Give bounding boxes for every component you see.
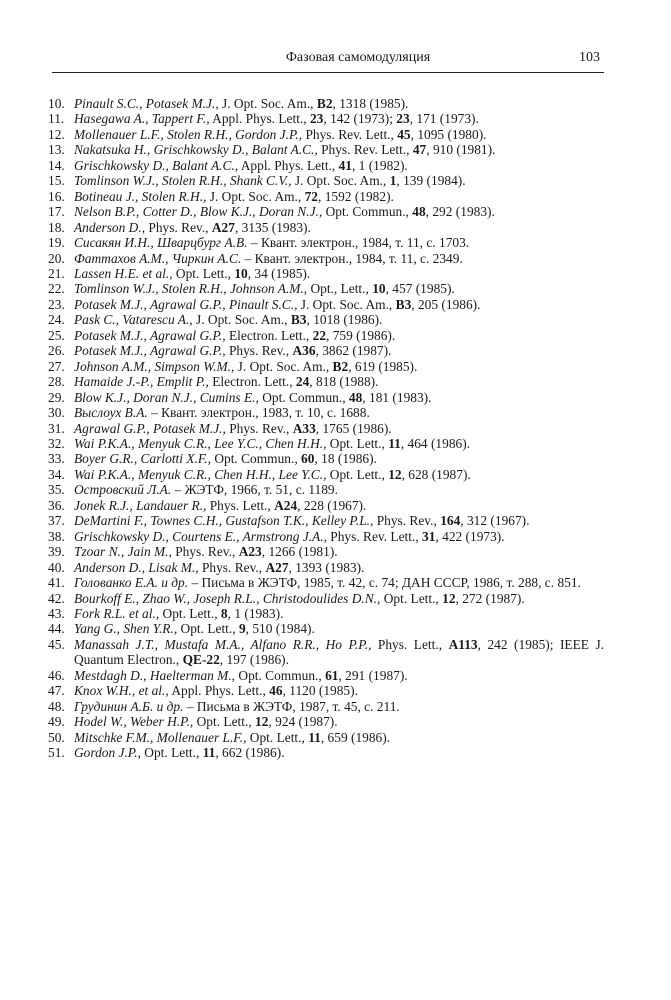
reference-number: 50. [48,729,65,745]
reference-details: , 628 (1987). [401,466,471,482]
reference-item [48,251,604,266]
reference-source: – Письма в ЖЭТФ, 1987, т. 45, с. 211. [183,698,400,714]
reference-volume: A33 [292,420,316,436]
reference-number: 17. [48,204,65,220]
reference-number: 36. [48,497,65,513]
reference-item [48,297,604,312]
reference-source: Appl. Phys. Lett., [168,683,270,699]
reference-source: J. Opt. Soc. Am., [291,173,390,189]
reference-authors: Anderson D., Lisak M., [74,559,199,575]
reference-item [48,173,604,188]
reference-volume: 23 [396,111,410,127]
reference-source: – ЖЭТФ, 1966, т. 51, с. 1189. [171,482,338,498]
reference-source: Phys. Rev., [225,343,293,359]
reference-number: 12. [48,126,65,142]
reference-source: J. Opt. Soc. Am., [218,96,317,111]
reference-item [48,591,604,606]
reference-item [48,235,604,250]
reference-details: , 1 (1982). [351,157,408,173]
reference-source: Opt. Lett., [246,729,309,745]
reference-number: 14. [48,157,65,173]
reference-details: , 3862 (1987). [315,343,392,359]
reference-volume: 45 [397,126,411,142]
reference-volume: 24 [295,374,310,390]
reference-details: , 312 (1967). [460,513,530,529]
reference-item [48,730,604,745]
reference-source: Opt. Commun., [235,667,326,683]
reference-details: , 759 (1986). [326,327,396,343]
reference-item [48,312,604,327]
reference-number: 13. [48,142,65,158]
reference-item [48,343,604,358]
reference-item [48,467,604,482]
reference-authors: Yang G., Shen Y.R., [74,621,178,637]
reference-number: 10. [48,96,65,111]
reference-number: 42. [48,590,65,606]
reference-details: , 510 (1984). [245,621,315,637]
reference-volume: 164 [440,513,461,529]
reference-details: , 205 (1986). [411,296,481,312]
reference-source: Phys. Rev., [145,219,212,235]
reference-volume: B2 [332,358,349,374]
reference-details: , 139 (1984). [396,173,466,189]
reference-details: , 659 (1986). [320,729,391,745]
reference-details: , 910 (1981). [426,142,496,158]
reference-number: 26. [48,343,65,359]
reference-volume: B2 [316,96,333,111]
reference-number: 44. [48,621,65,637]
reference-details: , 1120 (1985). [282,683,358,699]
reference-item [48,328,604,343]
reference-volume: A36 [292,343,316,359]
reference-volume: 1 [389,173,397,189]
reference-volume: A24 [274,497,298,513]
reference-volume: 31 [422,528,436,544]
reference-details: , 422 (1973). [435,528,505,544]
reference-source: Phys. Rev., [198,559,266,575]
reference-authors: Mollenauer L.F., Stolen R.H., Gordon J.P., [74,126,303,142]
reference-details: , 662 (1986). [215,745,285,761]
reference-details: , 292 (1983). [425,204,495,220]
reference-details: , 181 (1983). [362,389,432,405]
reference-item [48,544,604,559]
reference-details: , 464 (1986). [400,435,471,451]
reference-authors: Johnson A.M., Simpson W.M., [74,358,235,374]
reference-authors: Wai P.K.A., Menyuk C.R., Chen H.H., Lee Y.C., [74,466,327,482]
reference-volume: 12 [255,714,269,730]
reference-authors: Potasek M.J., Agrawal G.P., [74,343,226,359]
reference-item [48,96,604,111]
reference-source: Phys. Rev., [373,513,441,529]
reference-authors: Agrawal G.P., Potasek M.J., [74,420,226,436]
reference-authors: Pinault S.C., Potasek M.J., [74,96,219,111]
reference-item [48,127,604,142]
reference-number: 46. [48,667,65,683]
reference-number: 11. [48,111,65,127]
reference-authors: Manassah J.T., Mustafa M.A., Alfano R.R., Ho P.P., [74,636,372,652]
reference-volume: A113 [448,636,478,652]
reference-item [48,606,604,621]
reference-authors: Bourkoff E., Zhao W., Joseph R.L., Christodoulides D.N., [74,590,381,606]
reference-source: Opt. Lett., [172,265,235,281]
reference-source: Opt. Lett., [140,745,203,761]
reference-item [48,482,604,497]
reference-number: 41. [48,575,65,591]
reference-source: Opt. Lett., [159,605,221,621]
reference-number: 33. [48,451,65,467]
reference-source: Opt. Commun., [322,204,413,220]
reference-item [48,390,604,405]
reference-details: , 171 (1973). [409,111,479,127]
reference-authors: Выслоух В.А. [74,405,148,421]
reference-authors: Jonek R.J., Landauer R., [74,497,207,513]
reference-authors: Nelson B.P., Cotter D., Blow K.J., Doran N.J., [74,204,323,220]
reference-volume: 47 [412,142,427,158]
reference-details: , 1266 (1981). [261,544,338,560]
reference-authors: Boyer G.R., Carlotti X.F., [74,451,211,467]
reference-authors: Potasek M.J., Agrawal G.P., Pinault S.C., [74,296,298,312]
reference-source: Opt. Commun., [211,451,302,467]
reference-volume: A27 [265,559,289,575]
reference-item [48,575,604,590]
reference-list [48,96,604,760]
reference-volume: 72 [304,188,318,204]
reference-number: 20. [48,250,65,266]
reference-authors: Tzoar N., Jain M., [74,544,172,560]
reference-source: Opt. Lett., [193,714,256,730]
reference-volume: 22 [312,327,327,343]
reference-item [48,204,604,219]
reference-details: , 619 (1985). [348,358,418,374]
reference-number: 32. [48,435,65,451]
reference-source: Opt. Lett., [326,435,389,451]
reference-item [48,436,604,451]
reference-volume: 41 [338,157,352,173]
reference-number: 29. [48,389,65,405]
reference-source: – Квант. электрон., 1983, т. 10, с. 1688. [147,405,370,421]
reference-source: Opt. Lett., [380,590,443,606]
reference-volume: 11 [202,745,216,761]
reference-source: Phys. Lett., [206,497,275,513]
reference-item [48,699,604,714]
reference-source: Opt. Commun., [258,389,349,405]
reference-authors: Knox W.H., et al., [74,683,169,699]
reference-source: – Квант. электрон., 1984, т. 11, с. 1703. [247,235,470,251]
reference-number: 49. [48,714,65,730]
reference-details: , 34 (1985). [247,265,311,281]
reference-volume: 11 [388,435,401,451]
reference-source: Phys. Rev. Lett., [326,528,423,544]
reference-item [48,421,604,436]
reference-number: 45. [48,636,65,652]
reference-authors: DeMartini F., Townes C.H., Gustafson T.K., Kelley P.L., [74,513,374,529]
reference-number: 34. [48,466,65,482]
reference-volume: 46 [269,683,283,699]
running-header [52,50,604,70]
reference-source: Phys. Lett., [371,636,449,652]
reference-volume: QE-22 [182,652,220,668]
reference-details: , 1095 (1980). [410,126,487,142]
reference-source: Electron. Lett., [208,374,296,390]
reference-source: J. Opt. Soc. Am., [206,188,305,204]
reference-number: 19. [48,235,65,251]
reference-number: 51. [48,745,65,761]
page-number: 103 [579,50,600,65]
reference-details: , 291 (1987). [338,667,408,683]
reference-authors: Голованко Е.А. и др. [74,575,189,591]
reference-source: J. Opt. Soc. Am., [297,296,396,312]
reference-volume: A23 [238,544,262,560]
reference-volume: A27 [211,219,235,235]
reference-details: , 457 (1985). [385,281,455,297]
reference-source: Opt. Lett., [326,466,389,482]
reference-number: 48. [48,698,65,714]
reference-volume: 10 [372,281,386,297]
reference-volume: 48 [412,204,426,220]
reference-item [48,266,604,281]
reference-item [48,513,604,528]
reference-authors: Hasegawa A., Tappert F., [74,111,210,127]
reference-volume: 9 [238,621,246,637]
reference-item [48,498,604,513]
reference-volume: 48 [348,389,363,405]
reference-item [48,111,604,126]
reference-number: 39. [48,544,65,560]
reference-volume: 11 [308,729,321,745]
reference-item [48,560,604,575]
reference-item [48,220,604,235]
reference-details: , 3135 (1983). [234,219,311,235]
reference-authors: Anderson D., [74,219,146,235]
reference-item [48,637,604,668]
reference-volume: 10 [234,265,248,281]
reference-authors: Blow K.J., Doran N.J., Cumins E., [74,389,259,405]
reference-item [48,142,604,157]
reference-source: Opt., Lett., [307,281,373,297]
reference-source: Phys. Rev. Lett., [317,142,413,158]
reference-authors: Tomlinson W.J., Stolen R.H., Shank C.V., [74,173,292,189]
reference-authors: Gordon J.P., [74,745,141,761]
reference-authors: Mestdagh D., Haelterman M., [74,667,236,683]
reference-source: Appl. Phys. Lett., [209,111,310,127]
reference-details: , 1018 (1986). [306,312,383,328]
reference-authors: Grischkowsky D., Balant A.C., [74,157,239,173]
reference-details: , 1 (1983). [227,605,284,621]
reference-item [48,745,604,760]
reference-details: , 818 (1988). [309,374,379,390]
reference-authors: Hodel W., Weber H.P., [74,714,194,730]
reference-item [48,683,604,698]
reference-item [48,451,604,466]
reference-source: Appl. Phys. Lett., [238,157,339,173]
reference-volume: B3 [395,296,412,312]
reference-authors: Wai P.K.A., Menyuk C.R., Lee Y.C., Chen H.H., [74,435,327,451]
header-rule [52,72,604,73]
reference-details: , 197 (1986). [219,652,289,668]
reference-authors: Грудинин А.Б. и др. [74,698,184,714]
reference-authors: Lassen H.E. et al., [74,265,173,281]
reference-volume: 23 [309,111,324,127]
reference-number: 40. [48,559,65,575]
reference-volume: B3 [290,312,307,328]
reference-authors: Pask C., Vatarescu A., [74,312,193,328]
reference-number: 21. [48,265,65,281]
reference-source: Electron. Lett., [225,327,313,343]
reference-source: Phys. Rev., [225,420,293,436]
reference-authors: Potasek M.J., Agrawal G.P., [74,327,226,343]
reference-number: 16. [48,188,65,204]
reference-item [48,529,604,544]
reference-details: , 242 (1985); IEEE J. Quantum Electron., [74,636,605,668]
reference-number: 22. [48,281,65,297]
reference-item [48,621,604,636]
reference-details: , 1765 (1986). [315,420,392,436]
reference-number: 43. [48,605,65,621]
reference-details: , 1393 (1983). [288,559,365,575]
reference-item [48,189,604,204]
reference-source: J. Opt. Soc. Am., [234,358,333,374]
reference-item [48,668,604,683]
reference-authors: Nakatsuka H., Grischkowsky D., Balant A.C., [74,142,318,158]
reference-number: 28. [48,374,65,390]
reference-number: 47. [48,683,65,699]
reference-number: 30. [48,405,65,421]
reference-details: , 924 (1987). [268,714,338,730]
reference-authors: Mitschke F.M., Mollenauer L.F., [74,729,247,745]
reference-number: 25. [48,327,65,343]
reference-details: , 272 (1987). [455,590,525,606]
reference-details: , 1592 (1982). [318,188,394,204]
reference-number: 18. [48,219,65,235]
reference-number: 35. [48,482,65,498]
reference-number: 31. [48,420,65,436]
reference-volume: 61 [325,667,339,683]
reference-authors: Сисакян И.Н., Шварцбург А.В. [74,235,248,251]
reference-volume: 8 [220,605,228,621]
running-title: Фазовая самомодуляция [285,50,431,65]
reference-number: 37. [48,513,65,529]
reference-source: Opt. Lett., [177,621,239,637]
reference-details: , 228 (1967). [297,497,367,513]
reference-source: – Квант. электрон., 1984, т. 11, с. 2349. [241,250,463,266]
reference-authors: Tomlinson W.J., Stolen R.H., Johnson A.M., [74,281,308,297]
reference-authors: Grischkowsky D., Courtens E., Armstrong J.A., [74,528,327,544]
reference-volume: 12 [388,466,402,482]
reference-item [48,374,604,389]
reference-volume: 60 [301,451,315,467]
reference-number: 23. [48,296,65,312]
reference-source: Phys. Rev., [171,544,239,560]
reference-item [48,405,604,420]
reference-authors: Фаттахов А.М., Чиркин А.С. [74,250,242,266]
reference-volume: 12 [442,590,456,606]
reference-source: J. Opt. Soc. Am., [192,312,291,328]
reference-authors: Островский Л.А. [74,482,172,498]
reference-authors: Hamaide J.-P., Emplit P., [74,374,209,390]
reference-details: , 142 (1973); [323,111,397,127]
reference-details: , 18 (1986). [314,451,377,467]
reference-source: Phys. Rev. Lett., [302,126,398,142]
reference-number: 38. [48,528,65,544]
reference-source: – Письма в ЖЭТФ, 1985, т. 42, с. 74; ДАН СССР, 1986, т. 288, с. 851. [188,575,581,591]
reference-item [48,359,604,374]
reference-authors: Fork R.L. et al., [74,605,160,621]
reference-item [48,281,604,296]
reference-item [48,158,604,173]
reference-number: 27. [48,358,65,374]
reference-details: , 1318 (1985). [332,96,409,111]
reference-item [48,714,604,729]
reference-number: 24. [48,312,65,328]
reference-number: 15. [48,173,65,189]
reference-authors: Botineau J., Stolen R.H., [74,188,207,204]
